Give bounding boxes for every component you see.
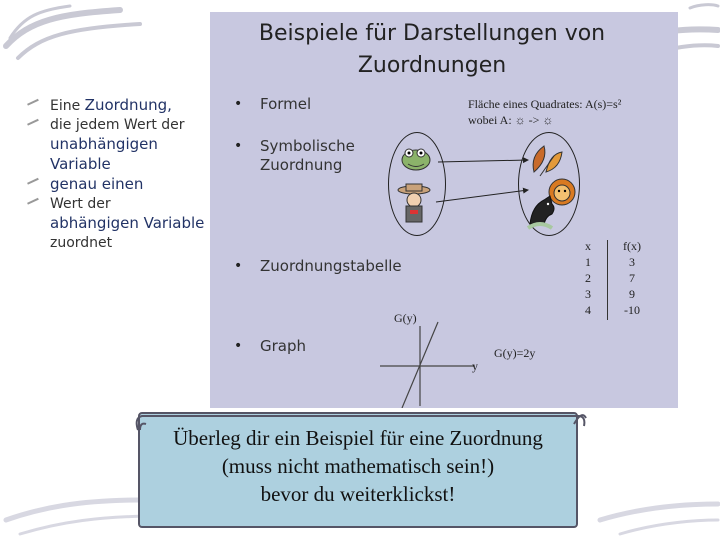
mapping-diagram bbox=[388, 132, 588, 242]
bullet-dot: • bbox=[234, 96, 243, 112]
formula-text: Fläche eines Quadrates: A(s)=s² wobei A: ☼ -> ☼ bbox=[468, 97, 622, 127]
definition-line: Eine Zuordnung, bbox=[28, 96, 208, 116]
graph-label-gy: G(y) bbox=[394, 311, 417, 325]
item-formel: Formel bbox=[260, 95, 312, 113]
table-cell: 9 bbox=[629, 287, 635, 301]
table-header: f(x) bbox=[623, 239, 641, 253]
table-cell: 7 bbox=[629, 271, 635, 285]
swoosh-bullet-icon bbox=[27, 119, 41, 130]
table-cell: 1 bbox=[585, 255, 591, 269]
cowboy-icon bbox=[398, 184, 430, 222]
bullet-dot: • bbox=[234, 138, 243, 154]
definition-line: die jedem Wert der unabhängigen Variable bbox=[28, 116, 208, 175]
graph-label-equation: G(y)=2y bbox=[494, 346, 536, 360]
horse-icon bbox=[528, 196, 554, 228]
table-f-column bbox=[612, 238, 652, 318]
item-tabelle: Zuordnungstabelle bbox=[260, 257, 402, 275]
frog-icon bbox=[402, 149, 430, 170]
definition-list bbox=[28, 96, 208, 253]
swoosh-bullet-icon bbox=[27, 178, 41, 189]
slide-title: Beispiele für Darstellungen von Zuordnungen bbox=[258, 21, 606, 78]
definition-line: genau einen bbox=[28, 175, 208, 195]
table-cell: 2 bbox=[585, 271, 591, 285]
swoosh-bullet-icon bbox=[27, 198, 41, 209]
table-header: x bbox=[585, 239, 591, 253]
table-cell: 3 bbox=[585, 287, 591, 301]
callout-text: Überleg dir ein Beispiel für eine Zuordnung (muss nicht mathematisch sein!) bevor du weiterklickst! bbox=[173, 426, 543, 506]
leaves-icon bbox=[533, 146, 562, 176]
bullet-dot: • bbox=[234, 258, 243, 274]
definition-line: Wert der abhängigen Variable zuordnet bbox=[28, 195, 208, 253]
bullet-dot: • bbox=[234, 338, 243, 354]
item-symbolisch: Symbolische Zuordnung bbox=[260, 137, 355, 174]
mapping-arrow bbox=[438, 160, 528, 162]
lion-icon bbox=[549, 179, 575, 205]
swoosh-bullet-icon bbox=[27, 99, 41, 110]
table-cell: 4 bbox=[585, 303, 591, 317]
mapping-arrow bbox=[436, 190, 528, 202]
graph-label-y: y bbox=[472, 359, 478, 373]
table-x-column bbox=[580, 238, 596, 318]
table-cell: 3 bbox=[629, 255, 635, 269]
item-graph: Graph bbox=[260, 337, 307, 355]
table-cell: -10 bbox=[624, 303, 640, 317]
table-divider bbox=[607, 240, 608, 320]
